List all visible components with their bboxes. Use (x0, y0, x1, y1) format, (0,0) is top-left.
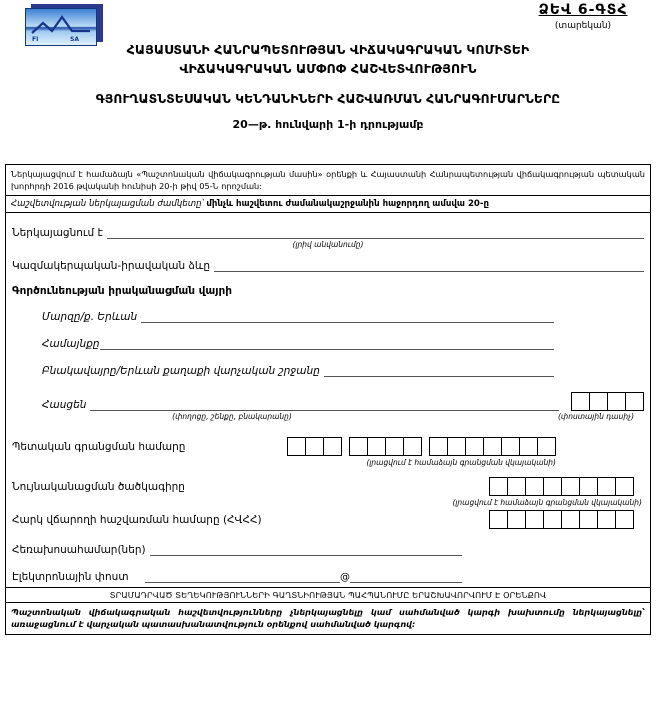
address-label: Հասցեն (42, 399, 87, 411)
ident-code-cell[interactable] (525, 477, 544, 496)
form-periodicity: (տարեկան) (554, 21, 612, 31)
state-reg-cell[interactable] (349, 437, 368, 456)
deadline-value: մինչև հաշվետու ժամանակաշրջանին հաջորդող ամսվա 20-ը (206, 199, 489, 209)
state-reg-cell[interactable] (537, 437, 556, 456)
state-reg-cell[interactable] (287, 437, 306, 456)
address-hint: (փողոցը, շենքը, բնակարանը) (172, 412, 292, 421)
form-code: ՁԵՎ 6-ԳՏՀ (538, 2, 628, 18)
ident-code-cell[interactable] (597, 477, 616, 496)
penalty-note (6, 603, 650, 634)
submitted-by-row (12, 227, 644, 239)
ident-code-cell[interactable] (561, 477, 580, 496)
ident-code-cell[interactable] (615, 477, 634, 496)
form-code-block (518, 2, 648, 31)
state-reg-boxes[interactable] (287, 437, 556, 456)
legal-basis-note: Ներկայացվում է համաձայն «Պաշտոնական վիճակագրության մասին» օրենքի և Հայաստանի Հանրապետության վիճակագրության պետական խորհրդի 2016 թվականի հունիսի 20-ի թիվ 05-Ն որոշման: (6, 165, 650, 196)
tax-id-row (12, 510, 644, 529)
document-date: 20—թ. հունվարի 1-ի դրությամբ (232, 118, 424, 131)
email-domain-input[interactable] (350, 571, 462, 583)
email-at-symbol: @ (340, 572, 350, 583)
statistics-committee-logo (25, 2, 105, 44)
logo-tag-fi: FI (32, 36, 39, 43)
state-reg-label: Պետական գրանցման համարը (12, 440, 186, 453)
postal-code-cell[interactable] (571, 392, 590, 411)
community-input[interactable] (100, 338, 554, 350)
state-reg-cell[interactable] (483, 437, 502, 456)
postal-hint: (փոստային դասիչ) (557, 412, 635, 421)
activity-section-title: Գործունեության իրականացման վայրի (12, 285, 232, 297)
postal-code-cell[interactable] (625, 392, 644, 411)
email-user-input[interactable] (145, 571, 340, 583)
region-label: Մարզը/ք. Երևան (42, 311, 138, 323)
ident-code-cell[interactable] (579, 477, 598, 496)
community-label: Համայնքը (42, 338, 100, 350)
phone-row (12, 544, 644, 556)
submitted-by-label: Ներկայացնում է (12, 227, 103, 239)
legal-form-row (12, 260, 644, 272)
tax-id-cell[interactable] (489, 510, 508, 529)
state-reg-group-1[interactable] (287, 437, 342, 456)
document-title: ԳՅՈՒՂԱՏՆՏԵՍԱԿԱՆ ԿԵՆԴԱՆԻՆԵՐԻ ՀԱՇՎԱՌՄԱՆ ՀԱՆՐԱԳՈՒՄԱՐՆԵՐԸ (95, 92, 561, 106)
tax-id-cell[interactable] (579, 510, 598, 529)
deadline-label: Հաշվետվության ներկայացման ժամկետը՝ (11, 199, 204, 209)
state-reg-cell[interactable] (501, 437, 520, 456)
state-reg-row (12, 437, 644, 456)
form-body (6, 227, 650, 587)
settlement-row (42, 365, 644, 377)
ident-code-label: Նույնականացման ծածկագիրը (12, 480, 185, 493)
ident-code-row (12, 477, 644, 496)
state-reg-group-2[interactable] (349, 437, 422, 456)
tax-id-boxes[interactable] (489, 510, 634, 529)
address-input[interactable] (90, 399, 559, 411)
penalty-note-text: Պաշտոնական վիճակագրական հաշվետվությունները չներկայացնելը կամ սահմանված կարգի խախտումը ներկայացնելը՝ առաջացնում է վարչական պատասխանատվություն օրենքով սահմանված կարգով: (11, 607, 645, 629)
postal-code-cell[interactable] (607, 392, 626, 411)
postal-code-cell[interactable] (589, 392, 608, 411)
submitted-by-hint: (լրիվ անվանումը) (292, 240, 364, 249)
state-reg-cell[interactable] (323, 437, 342, 456)
state-reg-cell[interactable] (385, 437, 404, 456)
state-reg-hint: (լրացվում է համաձայն գրանցման վկայականի) (366, 458, 556, 467)
state-reg-cell[interactable] (305, 437, 324, 456)
state-reg-cell[interactable] (429, 437, 448, 456)
email-label: Էլեկտրոնային փոստ (12, 571, 129, 583)
ident-code-hint: (լրացվում է համաձայն գրանցման վկայականի) (452, 498, 642, 507)
phone-label: Հեռախոսահամար(ներ) (12, 544, 146, 556)
tax-id-cell[interactable] (615, 510, 634, 529)
settlement-label: Բնակավայրը/Երևան քաղաքի վարչական շրջանը (42, 365, 320, 377)
tax-id-cell[interactable] (525, 510, 544, 529)
organization-title-line2: ՎԻՃԱԿԱԳՐԱԿԱՆ ԱՄՓՈՓ ՀԱՇՎԵՏՎՈՒԹՅՈՒՆ (179, 61, 477, 76)
community-row (42, 338, 644, 350)
email-row (12, 571, 644, 583)
ident-code-cell[interactable] (507, 477, 526, 496)
state-reg-cell[interactable] (367, 437, 386, 456)
legal-form-label: Կազմակերպական-իրավական ձևը (12, 260, 211, 272)
confidentiality-warning: ՏՐԱՄԱԴՐՎԱԾ ՏԵՂԵԿՈՒԹՅՈՒՆՆԵՐԻ ԳԱՂՏՆԻՈՒԹՅԱՆ ՊԱՀՊԱՆՈՒՄԸ ԵՐԱՇԽԱՎՈՐՎՈՒՄ Է ՕՐԵՆՔՈՎ (6, 587, 650, 603)
region-input[interactable] (141, 311, 554, 323)
tax-id-cell[interactable] (597, 510, 616, 529)
submitted-by-input[interactable] (107, 227, 644, 239)
ident-code-cell[interactable] (489, 477, 508, 496)
tax-id-cell[interactable] (507, 510, 526, 529)
state-reg-cell[interactable] (403, 437, 422, 456)
state-reg-cell[interactable] (519, 437, 538, 456)
region-row (42, 311, 644, 323)
organization-title (0, 40, 656, 78)
address-row (42, 392, 644, 411)
form-container (5, 164, 651, 635)
state-reg-cell[interactable] (465, 437, 484, 456)
tax-id-label: Հարկ վճարողի հաշվառման համարը (ՀՎՀՀ) (12, 513, 262, 526)
ident-code-boxes[interactable] (489, 477, 634, 496)
address-hints (12, 412, 644, 421)
submission-deadline-note (6, 196, 650, 213)
tax-id-cell[interactable] (543, 510, 562, 529)
ident-code-cell[interactable] (543, 477, 562, 496)
settlement-input[interactable] (324, 365, 554, 377)
logo-tag-sa: SA (70, 36, 79, 43)
document-header (0, 0, 656, 150)
phone-input[interactable] (150, 544, 462, 556)
state-reg-group-3[interactable] (429, 437, 556, 456)
tax-id-cell[interactable] (561, 510, 580, 529)
postal-code-boxes[interactable] (571, 392, 644, 411)
organization-title-line1: ՀԱՅԱՍՏԱՆԻ ՀԱՆՐԱՊԵՏՈՒԹՅԱՆ ՎԻՃԱԿԱԳՐԱԿԱՆ ԿՈՄԻՏԵԻ (126, 42, 530, 57)
state-reg-cell[interactable] (447, 437, 466, 456)
legal-form-input[interactable] (214, 260, 644, 272)
